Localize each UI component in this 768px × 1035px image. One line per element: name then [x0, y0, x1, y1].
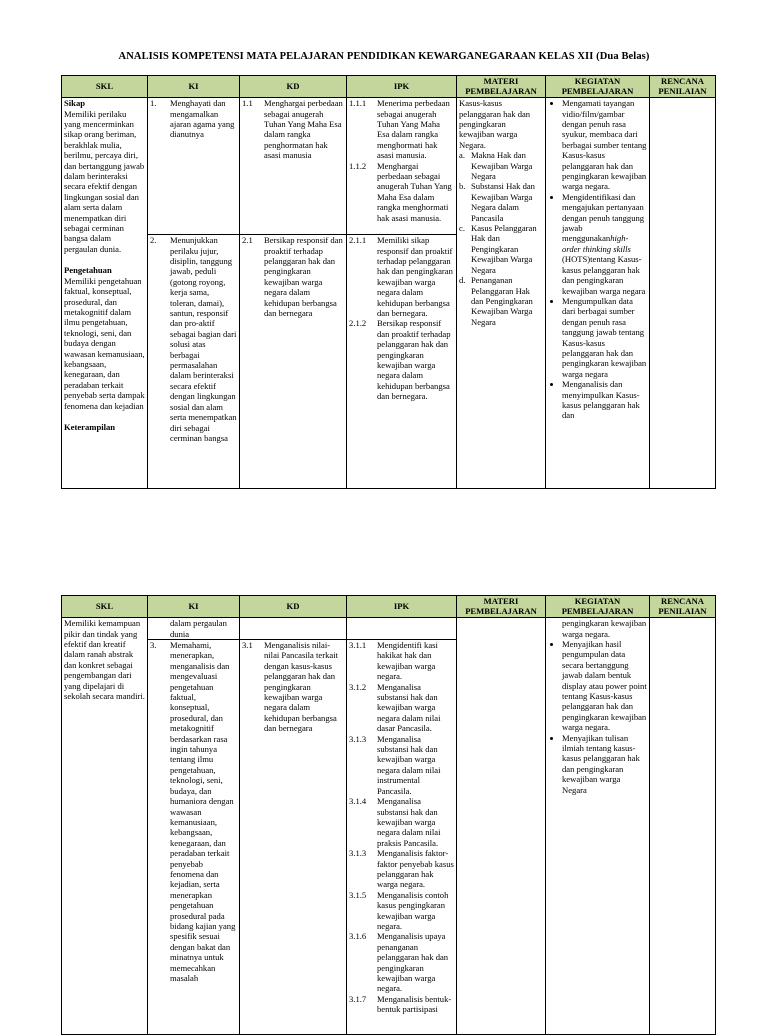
ipk-text: Menganalisis upaya penanganan pelanggaran hak dan pengingkaran kewajiban warga negara. — [377, 931, 449, 994]
rencana-cell — [650, 98, 716, 489]
ki-cell-1 — [148, 98, 240, 235]
materi-item — [459, 275, 543, 327]
document-title: ANALISIS KOMPETENSI MATA PELAJARAN PENDIDIKAN KEWARGANEGARAAN KELAS XII (Dua Belas) — [118, 51, 650, 62]
rencana-cell — [650, 618, 716, 1035]
ipk-number: 2.1.2 — [349, 318, 367, 329]
materi-item — [459, 223, 543, 275]
ipk-number: 1.1.2 — [349, 160, 367, 171]
ipk-number: 1.1.1 — [349, 98, 367, 109]
ipk-text: Menghargai perbedaan sebagai anugerah Tuhan Yang Maha Esa dalam rangka menghormati hak asasi manusia. — [377, 160, 452, 223]
materi-letter: b. — [459, 181, 466, 192]
ipk-cell-1 — [347, 98, 457, 235]
kegiatan-continuation: pengingkaran kewajiban warga negara. — [562, 618, 647, 639]
kd-number: 3.1 — [242, 640, 253, 650]
competency-table-page-1 — [61, 75, 716, 489]
kd-cell-3 — [240, 640, 347, 1035]
ipk-empty-cell — [347, 618, 457, 640]
ipk-number: 3.1.7 — [349, 993, 367, 1004]
header-kd: KD — [240, 76, 347, 98]
skl-cell — [62, 98, 148, 489]
ipk-item — [349, 890, 454, 932]
ipk-text: Menganalisis faktor-faktor penyebab kasus pelanggaran hak warga negara. — [377, 848, 454, 890]
header-ipk: IPK — [347, 76, 457, 98]
kd-number: 1.1 — [242, 98, 253, 109]
skl-keterampilan-text: Memiliki kemampuan pikir dan tindak yang efektif dan kreatif dalam ranah abstrak dan konkret sebagai pengembangan dari yang dipelajari di sekolah secara mandiri. — [64, 618, 145, 702]
ipk-item — [349, 318, 454, 401]
header-ipk: IPK — [347, 596, 457, 618]
header-ki: KI — [148, 596, 240, 618]
materi-text: Kasus Pelanggaran Hak dan Pengingkaran Kewajiban Warga Negara — [471, 223, 537, 275]
ipk-item — [349, 994, 454, 1015]
ipk-number: 3.1.3 — [349, 848, 367, 859]
ipk-number: 3.1.5 — [349, 889, 367, 900]
ipk-text: Menganalisis contoh kasus pengingkaran kewajiban warga negara. — [377, 889, 449, 931]
competency-table-page-2 — [61, 595, 716, 1035]
header-materi: MATERI PEMBELAJARAN — [457, 76, 546, 98]
ki-cell-2 — [148, 235, 240, 489]
ipk-number: 3.1.2 — [349, 681, 367, 692]
ki-number: 2. — [150, 235, 157, 246]
kd-cell-2 — [240, 235, 347, 489]
materi-intro: Kasus-kasus pelanggaran hak dan pengingkaran kewajiban warga Negara. — [459, 98, 531, 150]
materi-item — [459, 181, 543, 223]
skl-sikap-text: Memiliki perilaku yang mencerminkan sikap orang beriman, berakhlak mulia, berilmu, percaya diri, dan bertanggung jawab dalam berinteraksi secara efektif dengan lingkungan sosial dan alam serta dalam menempatkan diri sebagai cerminan bangsa dalam pergaulan dunia. — [64, 108, 145, 254]
materi-letter: d. — [459, 275, 466, 286]
ipk-number: 3.1.1 — [349, 640, 367, 650]
ipk-text: Menganalisa substansi hak dan kewajiban warga negara dalam nilai instrumental Pancasila. — [377, 733, 441, 796]
kd-empty-cell — [240, 618, 347, 640]
materi-text: Makna Hak dan Kewajiban Warga Negara — [471, 150, 533, 182]
materi-text: Substansi Hak dan Kewajiban Warga Negara dalam Pancasila — [471, 181, 535, 223]
ki-continuation-text: dalam pergaulan dunia — [170, 618, 227, 639]
kd-text: Bersikap responsif dan proaktif terhadap pelanggaran hak dan pengingkaran kewajiban warga negara dalam kehidupan berbangsa dan bernegara — [264, 235, 343, 319]
materi-text: Penanganan Pelanggaran Hak dan Pengingkaran Kewajiban Warga Negara — [471, 275, 533, 327]
materi-item — [459, 150, 543, 181]
kegiatan-cell — [546, 98, 650, 489]
materi-letter: a. — [459, 150, 465, 161]
ki-text: Memahami, menerapkan, menganalisis dan mengevaluasi pengetahuan faktual, konseptual, prosedural, dan metakognitif berdasarkan rasa ingin tahunya tentang ilmu pengetahuan, teknologi, seni, budaya, dan humaniora dengan wawasan kemanusiaan, kebangsaan, kenegaraan, dan peradaban terkait penyebab fenomena dan kejadian, serta menerapkan pengetahuan prosedural pada bidang kajian yang spesifik sesuai dengan bakat dan minatnya untuk memecahkan masalah — [170, 640, 236, 983]
ipk-number: 3.1.4 — [349, 796, 367, 807]
ki-text: Menghayati dan mengamalkan ajaran agama yang dianutnya — [170, 98, 235, 140]
ipk-item — [349, 734, 454, 796]
skl-pengetahuan-text: Memiliki pengetahuan faktual, konseptual, prosedural, dan metakognitif dalam ilmu pengetahuan, teknologi, seni, dan budaya dengan wawasan kemanusiaan, kebangsaan, kenegaraan, dan peradaban terkait penyebab serta dampak fenomena dan kejadian — [64, 275, 145, 411]
ipk-text: Memiliki sikap responsif dan proaktif terhadap pelanggaran hak dan pengingkaran kewajiban warga negara dalam kehidupan berbangsa dan bernegara. — [377, 235, 453, 319]
kegiatan-cell — [546, 618, 650, 1035]
ki-text: Menunjukkan perilaku jujur, disiplin, tanggung jawab, peduli (gotong royong, kerja sama, toleran, damai), santun, responsif dan pro-aktif sebagai bagian dari solusi atas berbagai permasalahan dalam berinteraksi secara efektif dengan lingkungan sosial dan alam serta menempatkan diri sebagai cerminan bangsa — [170, 235, 237, 443]
kd-cell-1 — [240, 98, 347, 235]
ipk-item — [349, 161, 454, 223]
ipk-item — [349, 640, 454, 682]
ki-number: 3. — [150, 640, 157, 650]
kegiatan-item: • Menyajikan tulisan ilmiah tentang kasus-kasus pelanggaran hak dan pengingkaran kewajiban warga Negara — [562, 733, 647, 795]
ipk-number: 3.1.3 — [349, 733, 367, 744]
skl-keterampilan-heading: Keterampilan — [64, 421, 116, 432]
ki-cell-3 — [148, 640, 240, 1035]
ipk-item — [349, 682, 454, 734]
ipk-item — [349, 931, 454, 993]
ipk-number: 2.1.1 — [349, 235, 367, 246]
kegiatan-item: • Mengamati tayangan vidio/film/gambar dengan penuh rasa syukur, membaca dari berbagai sumber tentang Kasus-kasus pelanggaran hak dan pengingkaran kewajiban warga negara. — [562, 98, 647, 192]
header-kegiatan: KEGIATAN PEMBELAJARAN — [546, 76, 650, 98]
ki-continuation-cell — [148, 618, 240, 640]
header-kegiatan: KEGIATAN PEMBELAJARAN — [546, 596, 650, 618]
kegiatan-item: • Mengidentifikasi dan mengajukan pertanyaan dengan penuh tanggung jawab menggunakanhigh-order thinking skills (HOTS)tentang Kasus-kasus pelanggaran hak dan pengingkaran kewajiban warga negara — [562, 192, 647, 296]
materi-cell — [457, 618, 546, 1035]
kd-text: Menghargai perbedaan sebagai anugerah Tuhan Yang Maha Esa dalam rangka penghormatan hak asasi manusia — [264, 98, 343, 161]
ipk-item — [349, 848, 454, 890]
ipk-text: Mengidentifi kasi hakikat hak dan kewajiban warga negara. — [377, 640, 438, 682]
ipk-text: Bersikap responsif dan proaktif terhadap pelanggaran hak dan pengingkaran kewajiban warga negara dalam kehidupan berbangsa dan bernegara. — [377, 318, 451, 402]
header-skl: SKL — [62, 76, 148, 98]
header-rencana: RENCANA PENILAIAN — [650, 596, 716, 618]
ipk-cell-3 — [347, 640, 457, 1035]
ipk-text: Menganalisa substansi hak dan kewajiban warga negara dalam nilai dasar Pancasila. — [377, 681, 441, 734]
materi-cell — [457, 98, 546, 489]
header-materi: MATERI PEMBELAJARAN — [457, 596, 546, 618]
skl-pengetahuan-heading: Pengetahuan — [64, 265, 112, 276]
kegiatan-item: • Menganalisis dan menyimpulkan Kasus-kasus pelanggaran hak dan — [562, 379, 647, 421]
materi-letter: c. — [459, 223, 465, 234]
kd-text: Menganalisis nilai-nilai Pancasila terkait dengan kasus-kasus pelanggaran hak dan pengingkaran kewajiban warga negara dalam kehidupan berbangsa dan bernegara — [264, 640, 338, 734]
header-kd: KD — [240, 596, 347, 618]
kegiatan-item: • Menyajikan hasil pengumpulan data secara bertanggung jawab dalam bentuk display atau power point tentang Kasus-kasus pelanggaran hak dan pengingkaran kewajiban warga negara. — [562, 639, 647, 733]
ki-number: 1. — [150, 98, 157, 109]
ipk-text: Menganalisa substansi hak dan kewajiban warga negara dalam nilai praksis Pancasila. — [377, 796, 441, 848]
kegiatan-item: • Mengumpulkan data dari berbagai sumber dengan penuh rasa tanggung jawab tentang Kasus-kasus pelanggaran hak dan pengingkaran kewajiban warga negara — [562, 296, 647, 379]
header-rencana: RENCANA PENILAIAN — [650, 76, 716, 98]
ipk-text: Menganalisis bentuk-bentuk partisipasi — [377, 993, 452, 1015]
kd-number: 2.1 — [242, 235, 253, 246]
ipk-number: 3.1.6 — [349, 931, 367, 942]
ipk-item — [349, 98, 454, 160]
skl-sikap-heading: Sikap — [64, 98, 86, 109]
header-ki: KI — [148, 76, 240, 98]
ipk-item — [349, 235, 454, 318]
header-skl: SKL — [62, 596, 148, 618]
ipk-cell-2 — [347, 235, 457, 489]
skl-cell — [62, 618, 148, 1035]
ipk-text: Menerima perbedaan sebagai anugerah Tuhan Yang Maha Esa dalam rangka menghormati hak asasi manusia. — [377, 98, 450, 161]
ipk-item — [349, 796, 454, 848]
